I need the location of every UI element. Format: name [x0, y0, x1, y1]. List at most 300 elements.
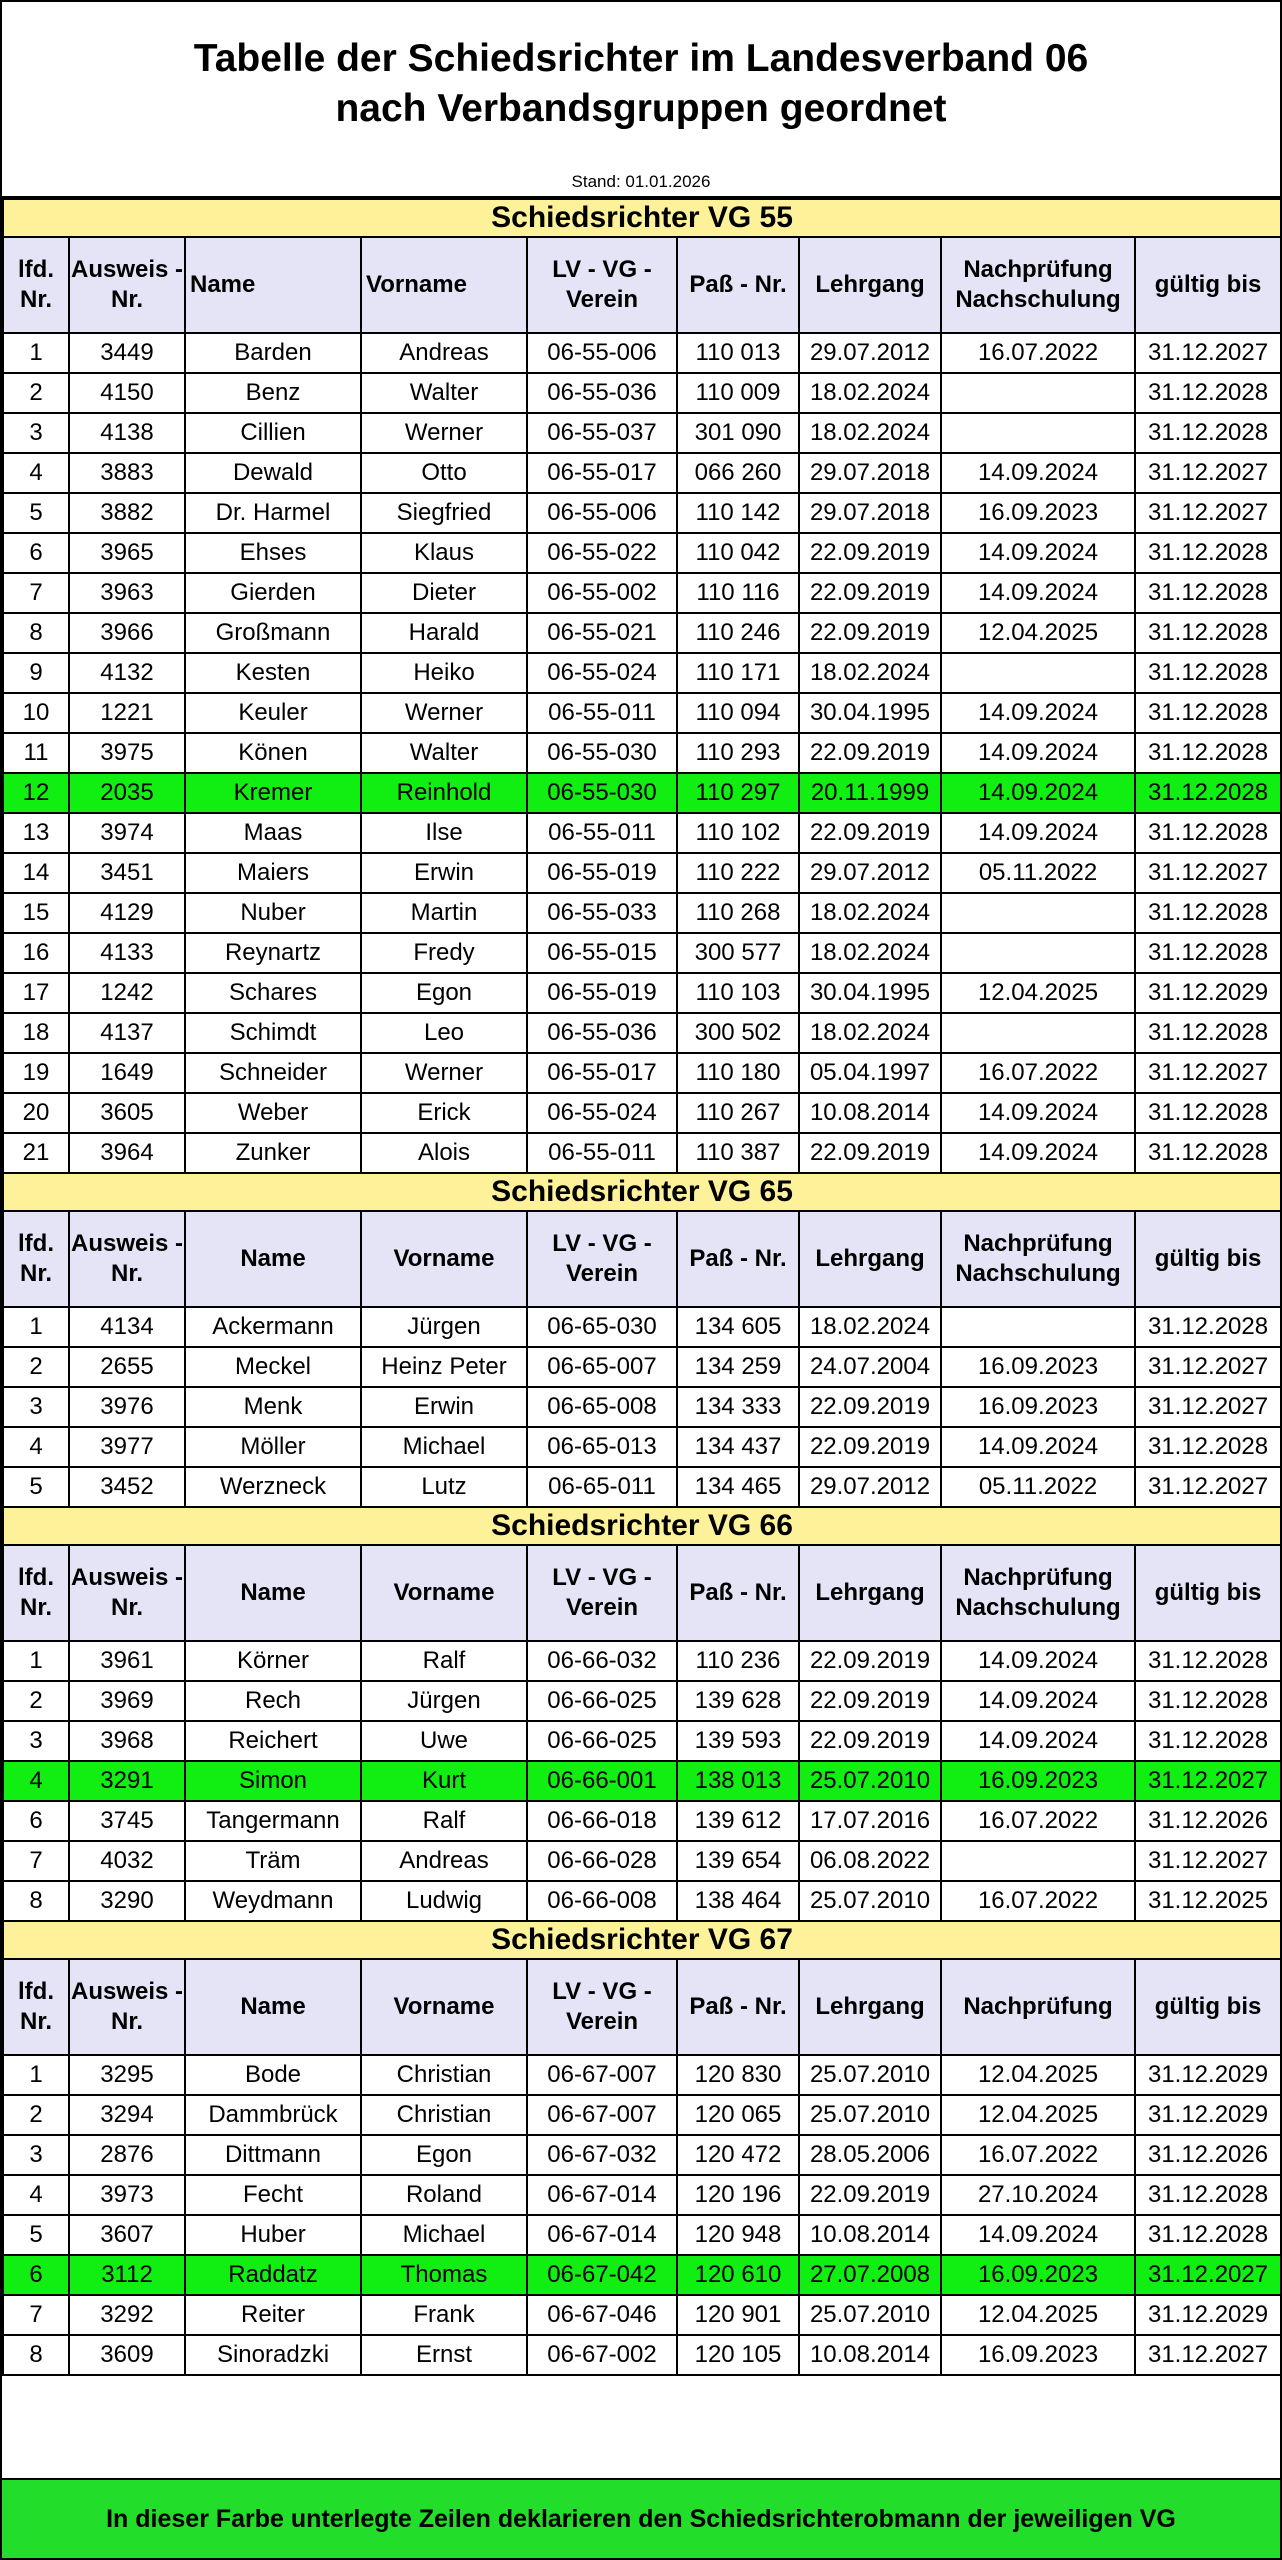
cell-lfd-nr: 2	[3, 1681, 69, 1721]
cell-gueltig-bis: 31.12.2028	[1135, 2215, 1281, 2255]
column-header-pass-nr: Paß - Nr.	[677, 237, 799, 333]
cell-gueltig-bis: 31.12.2027	[1135, 1841, 1281, 1881]
cell-lehrgang: 22.09.2019	[799, 613, 941, 653]
cell-lv-vg-verein: 06-66-001	[527, 1761, 677, 1801]
cell-lv-vg-verein: 06-55-033	[527, 893, 677, 933]
cell-gueltig-bis: 31.12.2028	[1135, 1721, 1281, 1761]
cell-nachpruefung: 05.11.2022	[941, 1467, 1135, 1507]
cell-nachpruefung: 14.09.2024	[941, 813, 1135, 853]
cell-gueltig-bis: 31.12.2028	[1135, 1307, 1281, 1347]
cell-nachpruefung: 16.07.2022	[941, 1881, 1135, 1921]
cell-ausweis-nr: 3882	[69, 493, 185, 533]
cell-lfd-nr: 5	[3, 2215, 69, 2255]
column-header-pass-nr: Paß - Nr.	[677, 1211, 799, 1307]
cell-pass-nr: 110 236	[677, 1641, 799, 1681]
cell-lv-vg-verein: 06-55-019	[527, 853, 677, 893]
cell-ausweis-nr: 3974	[69, 813, 185, 853]
cell-lv-vg-verein: 06-65-011	[527, 1467, 677, 1507]
cell-vorname: Ludwig	[361, 1881, 527, 1921]
cell-gueltig-bis: 31.12.2029	[1135, 2095, 1281, 2135]
cell-vorname: Roland	[361, 2175, 527, 2215]
cell-lv-vg-verein: 06-67-046	[527, 2295, 677, 2335]
cell-gueltig-bis: 31.12.2028	[1135, 1427, 1281, 1467]
cell-pass-nr: 110 268	[677, 893, 799, 933]
cell-ausweis-nr: 3290	[69, 1881, 185, 1921]
column-header-ausweis-nr: Ausweis - Nr.	[69, 1959, 185, 2055]
cell-gueltig-bis: 31.12.2028	[1135, 1013, 1281, 1053]
column-header-name: Name	[185, 1211, 361, 1307]
cell-gueltig-bis: 31.12.2028	[1135, 413, 1281, 453]
cell-gueltig-bis: 31.12.2027	[1135, 2255, 1281, 2295]
cell-lv-vg-verein: 06-67-007	[527, 2055, 677, 2095]
cell-gueltig-bis: 31.12.2027	[1135, 333, 1281, 373]
group-title-row	[3, 1507, 1281, 1545]
cell-lfd-nr: 21	[3, 1133, 69, 1173]
cell-nachpruefung: 14.09.2024	[941, 693, 1135, 733]
cell-ausweis-nr: 3966	[69, 613, 185, 653]
cell-vorname: Harald	[361, 613, 527, 653]
cell-lfd-nr: 2	[3, 1347, 69, 1387]
cell-gueltig-bis: 31.12.2028	[1135, 373, 1281, 413]
cell-lehrgang: 30.04.1995	[799, 693, 941, 733]
cell-nachpruefung: 12.04.2025	[941, 973, 1135, 1013]
cell-lehrgang: 18.02.2024	[799, 893, 941, 933]
cell-nachpruefung: 14.09.2024	[941, 733, 1135, 773]
cell-ausweis-nr: 3295	[69, 2055, 185, 2095]
cell-gueltig-bis: 31.12.2027	[1135, 493, 1281, 533]
cell-vorname: Ralf	[361, 1641, 527, 1681]
cell-lehrgang: 29.07.2012	[799, 853, 941, 893]
cell-lv-vg-verein: 06-55-019	[527, 973, 677, 1013]
cell-pass-nr: 110 222	[677, 853, 799, 893]
cell-gueltig-bis: 31.12.2025	[1135, 1881, 1281, 1921]
cell-pass-nr: 139 628	[677, 1681, 799, 1721]
cell-ausweis-nr: 3112	[69, 2255, 185, 2295]
cell-lehrgang: 22.09.2019	[799, 533, 941, 573]
cell-lfd-nr: 1	[3, 2055, 69, 2095]
cell-lv-vg-verein: 06-55-022	[527, 533, 677, 573]
cell-pass-nr: 110 009	[677, 373, 799, 413]
cell-pass-nr: 138 464	[677, 1881, 799, 1921]
document-header	[2, 2, 1280, 198]
table-row	[3, 1467, 1281, 1507]
cell-nachpruefung: 16.09.2023	[941, 2335, 1135, 2375]
cell-lfd-nr: 6	[3, 533, 69, 573]
cell-ausweis-nr: 3292	[69, 2295, 185, 2335]
cell-nachpruefung: 14.09.2024	[941, 1427, 1135, 1467]
cell-gueltig-bis: 31.12.2029	[1135, 973, 1281, 1013]
column-header-row	[3, 1545, 1281, 1641]
cell-name: Menk	[185, 1387, 361, 1427]
cell-nachpruefung	[941, 1307, 1135, 1347]
table-row	[3, 1013, 1281, 1053]
cell-ausweis-nr: 4134	[69, 1307, 185, 1347]
cell-name: Gierden	[185, 573, 361, 613]
cell-lehrgang: 10.08.2014	[799, 1093, 941, 1133]
table-row	[3, 1427, 1281, 1467]
cell-ausweis-nr: 3976	[69, 1387, 185, 1427]
group-title: Schiedsrichter VG 65	[3, 1173, 1281, 1211]
cell-vorname: Michael	[361, 2215, 527, 2255]
table-row	[3, 1053, 1281, 1093]
cell-lv-vg-verein: 06-66-028	[527, 1841, 677, 1881]
cell-lfd-nr: 20	[3, 1093, 69, 1133]
cell-gueltig-bis: 31.12.2028	[1135, 1133, 1281, 1173]
cell-name: Großmann	[185, 613, 361, 653]
cell-lfd-nr: 12	[3, 773, 69, 813]
cell-name: Huber	[185, 2215, 361, 2255]
cell-name: Barden	[185, 333, 361, 373]
cell-lehrgang: 29.07.2018	[799, 453, 941, 493]
cell-vorname: Lutz	[361, 1467, 527, 1507]
cell-pass-nr: 134 605	[677, 1307, 799, 1347]
cell-vorname: Egon	[361, 2135, 527, 2175]
cell-nachpruefung: 14.09.2024	[941, 1133, 1135, 1173]
cell-lehrgang: 25.07.2010	[799, 2295, 941, 2335]
cell-gueltig-bis: 31.12.2027	[1135, 1467, 1281, 1507]
cell-gueltig-bis: 31.12.2027	[1135, 2335, 1281, 2375]
cell-lehrgang: 18.02.2024	[799, 1307, 941, 1347]
table-row	[3, 453, 1281, 493]
cell-lfd-nr: 4	[3, 1761, 69, 1801]
cell-vorname: Michael	[361, 1427, 527, 1467]
column-header-gueltig-bis: gültig bis	[1135, 1211, 1281, 1307]
cell-nachpruefung	[941, 653, 1135, 693]
cell-gueltig-bis: 31.12.2028	[1135, 1641, 1281, 1681]
table-row	[3, 493, 1281, 533]
table-row	[3, 333, 1281, 373]
column-header-gueltig-bis: gültig bis	[1135, 1545, 1281, 1641]
cell-pass-nr: 110 171	[677, 653, 799, 693]
table-row	[3, 2295, 1281, 2335]
cell-gueltig-bis: 31.12.2029	[1135, 2295, 1281, 2335]
cell-lehrgang: 18.02.2024	[799, 653, 941, 693]
cell-lehrgang: 29.07.2018	[799, 493, 941, 533]
cell-lfd-nr: 18	[3, 1013, 69, 1053]
cell-lv-vg-verein: 06-55-036	[527, 1013, 677, 1053]
cell-lv-vg-verein: 06-67-042	[527, 2255, 677, 2295]
cell-lehrgang: 18.02.2024	[799, 413, 941, 453]
column-header-ausweis-nr: Ausweis - Nr.	[69, 237, 185, 333]
cell-name: Maas	[185, 813, 361, 853]
cell-nachpruefung: 12.04.2025	[941, 2295, 1135, 2335]
column-header-name: Name	[185, 237, 361, 333]
cell-ausweis-nr: 1221	[69, 693, 185, 733]
cell-vorname: Klaus	[361, 533, 527, 573]
cell-vorname: Heinz Peter	[361, 1347, 527, 1387]
cell-name: Reichert	[185, 1721, 361, 1761]
cell-lfd-nr: 3	[3, 1721, 69, 1761]
cell-lv-vg-verein: 06-67-032	[527, 2135, 677, 2175]
cell-pass-nr: 300 502	[677, 1013, 799, 1053]
table-row	[3, 813, 1281, 853]
cell-lehrgang: 22.09.2019	[799, 2175, 941, 2215]
cell-nachpruefung: 12.04.2025	[941, 613, 1135, 653]
cell-lfd-nr: 4	[3, 453, 69, 493]
cell-lehrgang: 27.07.2008	[799, 2255, 941, 2295]
cell-name: Ehses	[185, 533, 361, 573]
group-title-row	[3, 1173, 1281, 1211]
column-header-row	[3, 1211, 1281, 1307]
cell-gueltig-bis: 31.12.2028	[1135, 653, 1281, 693]
cell-lfd-nr: 8	[3, 1881, 69, 1921]
cell-pass-nr: 120 830	[677, 2055, 799, 2095]
cell-lv-vg-verein: 06-55-011	[527, 1133, 677, 1173]
cell-ausweis-nr: 2876	[69, 2135, 185, 2175]
column-header-lfd-nr: lfd. Nr.	[3, 1959, 69, 2055]
cell-nachpruefung: 16.09.2023	[941, 2255, 1135, 2295]
group-title: Schiedsrichter VG 66	[3, 1507, 1281, 1545]
cell-lv-vg-verein: 06-66-008	[527, 1881, 677, 1921]
cell-pass-nr: 139 593	[677, 1721, 799, 1761]
column-header-lfd-nr: lfd. Nr.	[3, 237, 69, 333]
table-row	[3, 533, 1281, 573]
cell-pass-nr: 120 948	[677, 2215, 799, 2255]
cell-name: Fecht	[185, 2175, 361, 2215]
cell-nachpruefung: 16.09.2023	[941, 1761, 1135, 1801]
cell-ausweis-nr: 3449	[69, 333, 185, 373]
table-row	[3, 1681, 1281, 1721]
footer-legend: In dieser Farbe unterlegte Zeilen deklarieren den Schiedsrichterobmann der jeweiligen VG	[2, 2478, 1280, 2558]
cell-lfd-nr: 9	[3, 653, 69, 693]
cell-ausweis-nr: 3607	[69, 2215, 185, 2255]
table-row	[3, 1307, 1281, 1347]
cell-lfd-nr: 3	[3, 1387, 69, 1427]
cell-lv-vg-verein: 06-55-036	[527, 373, 677, 413]
cell-vorname: Ralf	[361, 1801, 527, 1841]
cell-pass-nr: 134 259	[677, 1347, 799, 1387]
stand-date: Stand: 01.01.2026	[571, 172, 711, 191]
cell-lehrgang: 20.11.1999	[799, 773, 941, 813]
cell-nachpruefung: 16.07.2022	[941, 2135, 1135, 2175]
column-header-vorname: Vorname	[361, 1959, 527, 2055]
table-row	[3, 413, 1281, 453]
cell-name: Dammbrück	[185, 2095, 361, 2135]
cell-name: Bode	[185, 2055, 361, 2095]
column-header-lehrgang: Lehrgang	[799, 1545, 941, 1641]
cell-name: Nuber	[185, 893, 361, 933]
cell-lfd-nr: 6	[3, 2255, 69, 2295]
cell-pass-nr: 110 293	[677, 733, 799, 773]
cell-gueltig-bis: 31.12.2028	[1135, 1681, 1281, 1721]
table-row	[3, 1761, 1281, 1801]
table-row	[3, 733, 1281, 773]
cell-vorname: Otto	[361, 453, 527, 493]
cell-lfd-nr: 2	[3, 373, 69, 413]
column-header-lv-vg-verein: LV - VG - Verein	[527, 1545, 677, 1641]
cell-ausweis-nr: 1242	[69, 973, 185, 1013]
cell-lehrgang: 25.07.2010	[799, 1761, 941, 1801]
cell-gueltig-bis: 31.12.2028	[1135, 933, 1281, 973]
cell-vorname: Egon	[361, 973, 527, 1013]
cell-nachpruefung: 14.09.2024	[941, 773, 1135, 813]
cell-pass-nr: 110 116	[677, 573, 799, 613]
cell-ausweis-nr: 3964	[69, 1133, 185, 1173]
cell-lehrgang: 29.07.2012	[799, 333, 941, 373]
group-title-row	[3, 199, 1281, 237]
cell-lfd-nr: 3	[3, 2135, 69, 2175]
table-row	[3, 1721, 1281, 1761]
cell-ausweis-nr: 2035	[69, 773, 185, 813]
cell-vorname: Walter	[361, 373, 527, 413]
cell-vorname: Christian	[361, 2055, 527, 2095]
cell-vorname: Ilse	[361, 813, 527, 853]
column-header-nachpruefung: Nachprüfung Nachschulung	[941, 237, 1135, 333]
cell-pass-nr: 110 102	[677, 813, 799, 853]
cell-pass-nr: 120 196	[677, 2175, 799, 2215]
cell-gueltig-bis: 31.12.2028	[1135, 773, 1281, 813]
cell-lv-vg-verein: 06-66-018	[527, 1801, 677, 1841]
cell-lv-vg-verein: 06-55-024	[527, 1093, 677, 1133]
title-line-2: nach Verbandsgruppen geordnet	[335, 87, 947, 130]
cell-nachpruefung: 16.07.2022	[941, 333, 1135, 373]
cell-vorname: Christian	[361, 2095, 527, 2135]
cell-pass-nr: 110 094	[677, 693, 799, 733]
cell-lv-vg-verein: 06-66-025	[527, 1681, 677, 1721]
cell-nachpruefung: 16.09.2023	[941, 1347, 1135, 1387]
cell-lehrgang: 18.02.2024	[799, 1013, 941, 1053]
cell-pass-nr: 120 901	[677, 2295, 799, 2335]
table-row	[3, 2055, 1281, 2095]
cell-vorname: Ernst	[361, 2335, 527, 2375]
cell-name: Schares	[185, 973, 361, 1013]
cell-ausweis-nr: 3291	[69, 1761, 185, 1801]
cell-nachpruefung: 16.09.2023	[941, 493, 1135, 533]
table-row	[3, 1387, 1281, 1427]
table-row	[3, 1801, 1281, 1841]
cell-name: Kesten	[185, 653, 361, 693]
cell-lehrgang: 22.09.2019	[799, 1721, 941, 1761]
referee-table	[2, 198, 1282, 2376]
cell-lfd-nr: 7	[3, 1841, 69, 1881]
cell-gueltig-bis: 31.12.2026	[1135, 1801, 1281, 1841]
cell-lv-vg-verein: 06-55-017	[527, 1053, 677, 1093]
page-title	[2, 2, 1280, 134]
cell-ausweis-nr: 3969	[69, 1681, 185, 1721]
cell-vorname: Reinhold	[361, 773, 527, 813]
cell-ausweis-nr: 3745	[69, 1801, 185, 1841]
cell-gueltig-bis: 31.12.2028	[1135, 573, 1281, 613]
table-row	[3, 1841, 1281, 1881]
column-header-nachpruefung: Nachprüfung	[941, 1959, 1135, 2055]
cell-nachpruefung: 14.09.2024	[941, 2215, 1135, 2255]
cell-nachpruefung: 14.09.2024	[941, 1093, 1135, 1133]
cell-nachpruefung: 12.04.2025	[941, 2095, 1135, 2135]
column-header-lehrgang: Lehrgang	[799, 1959, 941, 2055]
cell-pass-nr: 134 465	[677, 1467, 799, 1507]
cell-ausweis-nr: 4129	[69, 893, 185, 933]
cell-lv-vg-verein: 06-55-015	[527, 933, 677, 973]
cell-vorname: Andreas	[361, 1841, 527, 1881]
cell-lehrgang: 06.08.2022	[799, 1841, 941, 1881]
cell-lfd-nr: 4	[3, 2175, 69, 2215]
cell-lfd-nr: 16	[3, 933, 69, 973]
cell-name: Weydmann	[185, 1881, 361, 1921]
cell-nachpruefung: 16.09.2023	[941, 1387, 1135, 1427]
cell-name: Schimdt	[185, 1013, 361, 1053]
cell-vorname: Erwin	[361, 1387, 527, 1427]
cell-nachpruefung	[941, 933, 1135, 973]
cell-lv-vg-verein: 06-55-030	[527, 733, 677, 773]
cell-pass-nr: 300 577	[677, 933, 799, 973]
cell-lfd-nr: 8	[3, 613, 69, 653]
cell-gueltig-bis: 31.12.2028	[1135, 613, 1281, 653]
cell-pass-nr: 110 267	[677, 1093, 799, 1133]
cell-lfd-nr: 1	[3, 1307, 69, 1347]
cell-name: Reynartz	[185, 933, 361, 973]
cell-pass-nr: 139 612	[677, 1801, 799, 1841]
table-row	[3, 773, 1281, 813]
cell-gueltig-bis: 31.12.2028	[1135, 533, 1281, 573]
cell-name: Weber	[185, 1093, 361, 1133]
cell-vorname: Thomas	[361, 2255, 527, 2295]
cell-ausweis-nr: 1649	[69, 1053, 185, 1093]
cell-nachpruefung: 12.04.2025	[941, 2055, 1135, 2095]
column-header-nachpruefung: Nachprüfung Nachschulung	[941, 1545, 1135, 1641]
cell-nachpruefung: 14.09.2024	[941, 1641, 1135, 1681]
cell-ausweis-nr: 3452	[69, 1467, 185, 1507]
cell-vorname: Andreas	[361, 333, 527, 373]
cell-lfd-nr: 2	[3, 2095, 69, 2135]
group-title: Schiedsrichter VG 67	[3, 1921, 1281, 1959]
table-row	[3, 653, 1281, 693]
cell-lehrgang: 24.07.2004	[799, 1347, 941, 1387]
table-row	[3, 853, 1281, 893]
cell-pass-nr: 110 387	[677, 1133, 799, 1173]
cell-lehrgang: 25.07.2010	[799, 2055, 941, 2095]
cell-lfd-nr: 13	[3, 813, 69, 853]
cell-lv-vg-verein: 06-67-014	[527, 2175, 677, 2215]
cell-vorname: Martin	[361, 893, 527, 933]
cell-name: Zunker	[185, 1133, 361, 1173]
cell-ausweis-nr: 3451	[69, 853, 185, 893]
cell-name: Könen	[185, 733, 361, 773]
table-row	[3, 2135, 1281, 2175]
cell-lv-vg-verein: 06-55-002	[527, 573, 677, 613]
cell-lv-vg-verein: 06-67-014	[527, 2215, 677, 2255]
cell-pass-nr: 120 472	[677, 2135, 799, 2175]
cell-pass-nr: 066 260	[677, 453, 799, 493]
cell-vorname: Jürgen	[361, 1307, 527, 1347]
column-header-vorname: Vorname	[361, 1211, 527, 1307]
cell-name: Meckel	[185, 1347, 361, 1387]
cell-lehrgang: 22.09.2019	[799, 1387, 941, 1427]
cell-vorname: Fredy	[361, 933, 527, 973]
cell-name: Raddatz	[185, 2255, 361, 2295]
cell-vorname: Frank	[361, 2295, 527, 2335]
cell-lv-vg-verein: 06-55-021	[527, 613, 677, 653]
cell-lv-vg-verein: 06-67-002	[527, 2335, 677, 2375]
cell-pass-nr: 120 065	[677, 2095, 799, 2135]
cell-name: Träm	[185, 1841, 361, 1881]
table-row	[3, 1881, 1281, 1921]
cell-gueltig-bis: 31.12.2028	[1135, 2175, 1281, 2215]
cell-lehrgang: 25.07.2010	[799, 1881, 941, 1921]
cell-pass-nr: 110 297	[677, 773, 799, 813]
cell-lehrgang: 25.07.2010	[799, 2095, 941, 2135]
cell-vorname: Siegfried	[361, 493, 527, 533]
column-header-nachpruefung: Nachprüfung Nachschulung	[941, 1211, 1135, 1307]
cell-ausweis-nr: 4133	[69, 933, 185, 973]
cell-lehrgang: 17.07.2016	[799, 1801, 941, 1841]
cell-vorname: Uwe	[361, 1721, 527, 1761]
cell-lehrgang: 10.08.2014	[799, 2215, 941, 2255]
cell-nachpruefung: 14.09.2024	[941, 1721, 1135, 1761]
cell-lehrgang: 10.08.2014	[799, 2335, 941, 2375]
cell-name: Cillien	[185, 413, 361, 453]
cell-name: Rech	[185, 1681, 361, 1721]
table-row	[3, 2335, 1281, 2375]
